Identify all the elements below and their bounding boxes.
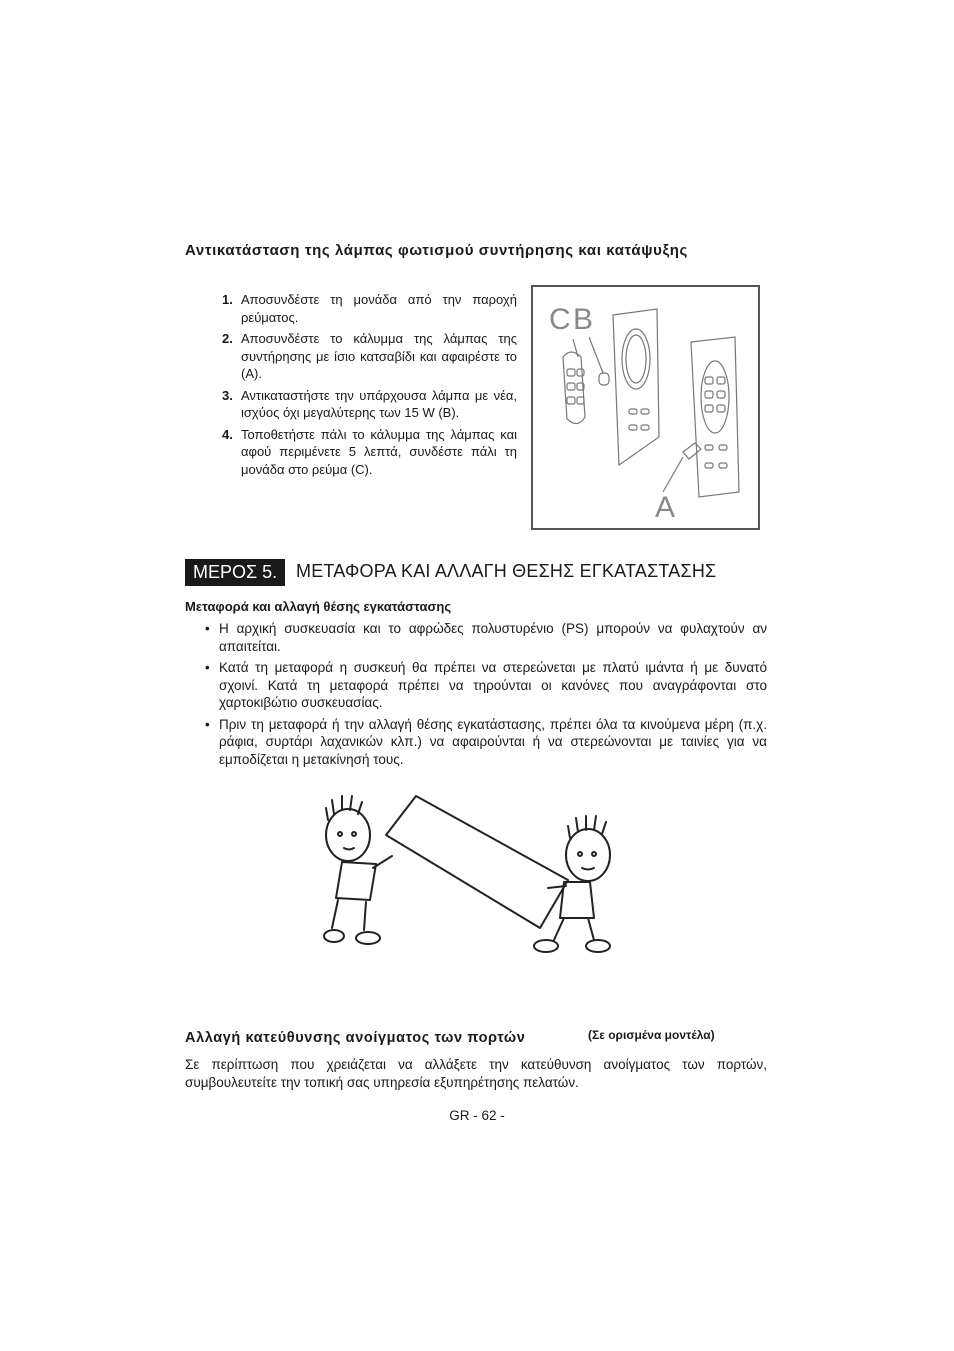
part-number-badge: ΜΕΡΟΣ 5. (185, 559, 285, 586)
bullet-dot: • (205, 660, 210, 675)
lamp-step-3 (222, 387, 517, 422)
bullet-item (205, 620, 767, 655)
bulb-shape (599, 373, 609, 385)
lamp-step-4 (222, 426, 517, 479)
page-number: GR - 62 - (449, 1108, 505, 1123)
carrying-illustration (318, 790, 614, 970)
door-reversal-note: (Σε ορισμένα μοντέλα) (588, 1028, 715, 1042)
figure-label-a: A (655, 491, 676, 524)
bullet-text: Κατά τη μεταφορά η συσκευή θα πρέπει να στερεώνεται με πλατύ ιμάντα ή με δυνατό σχοινί. Κατά τη μεταφορά πρέπει να τηρούνται οι κανόνες που αναγράφονται στο χαρτοκιβώτιο συσκευασίας. (219, 660, 767, 710)
step-text: Τοποθετήστε πάλι το κάλυμμα της λάμπας και αφού περιμένετε 5 λεπτά, συνδέστε πάλι τη μονάδα στο ρεύμα (C). (241, 426, 517, 477)
door-reversal-heading: Αλλαγή κατεύθυνσης ανοίγματος των πορτών (185, 1030, 526, 1046)
left-person-head (326, 809, 370, 861)
lamp-step-2 (222, 330, 517, 383)
lamp-replacement-illustration (533, 287, 758, 528)
screwdriver-shape (683, 443, 701, 459)
step-number: 1. (222, 292, 233, 307)
lamp-housing-left (613, 309, 659, 465)
bullet-dot: • (205, 621, 210, 636)
lamp-steps-list (222, 291, 517, 482)
right-person-head (566, 829, 610, 881)
bullet-item (205, 659, 767, 712)
step-number: 3. (222, 387, 233, 403)
bullet-text: Πριν τη μεταφορά ή την αλλαγή θέσης εγκατάστασης, πρέπει όλα τα κινούμενα μέρη (π.χ. ράφια, συρτάρι λαχανικών κλπ.) να αφαιρούνται ή να στερεώνονται με ταινίες για να εμποδίζεται η μετακίνησή τους. (219, 716, 767, 767)
door-reversal-text: Σε περίπτωση που χρειάζεται να αλλάξετε την κατεύθυνση ανοίγματος των πορτών, συμβουλευτείτε την τοπική σας υπηρεσία εξυπηρέτησης πελατών. (185, 1057, 767, 1090)
lamp-section-heading: Αντικατάσταση της λάμπας φωτισμού συντήρησης και κατάψυξης (185, 242, 688, 259)
step-number: 2. (222, 331, 233, 346)
transport-subheading: Μεταφορά και αλλαγή θέσης εγκατάστασης (185, 599, 452, 614)
part-title: ΜΕΤΑΦΟΡΑ ΚΑΙ ΑΛΛΑΓΗ ΘΕΣΗΣ ΕΓΚΑΤΑΣΤΑΣΗΣ (296, 561, 717, 581)
figure-label-c: C (549, 303, 571, 336)
step-number: 4. (222, 426, 233, 442)
two-people-carrying-fridge-drawing (318, 790, 614, 970)
step-text: Αντικαταστήστε την υπάρχουσα λάμπα με νέα, ισχύος όχι μεγαλύτερης των 15 W (B). (241, 387, 517, 420)
step-text: Αποσυνδέστε το κάλυμμα της λάμπας της συντήρησης με ίσιο κατσαβίδι και αφαιρέστε το (A). (241, 331, 517, 381)
lamp-figure-frame (531, 285, 760, 530)
lamp-cover-outline (563, 352, 585, 424)
bullet-item (205, 716, 767, 769)
transport-bullets (205, 620, 767, 772)
figure-label-b: B (573, 303, 594, 336)
bullet-text: Η αρχική συσκευασία και το αφρώδες πολυστυρένιο (PS) μπορούν να φυλαχτούν αν απαιτείται. (219, 621, 767, 654)
bullet-dot: • (205, 716, 210, 732)
step-text: Αποσυνδέστε τη μονάδα από την παροχή ρεύματος. (241, 292, 517, 325)
fridge-box (386, 796, 568, 928)
lamp-step-1 (222, 291, 517, 326)
